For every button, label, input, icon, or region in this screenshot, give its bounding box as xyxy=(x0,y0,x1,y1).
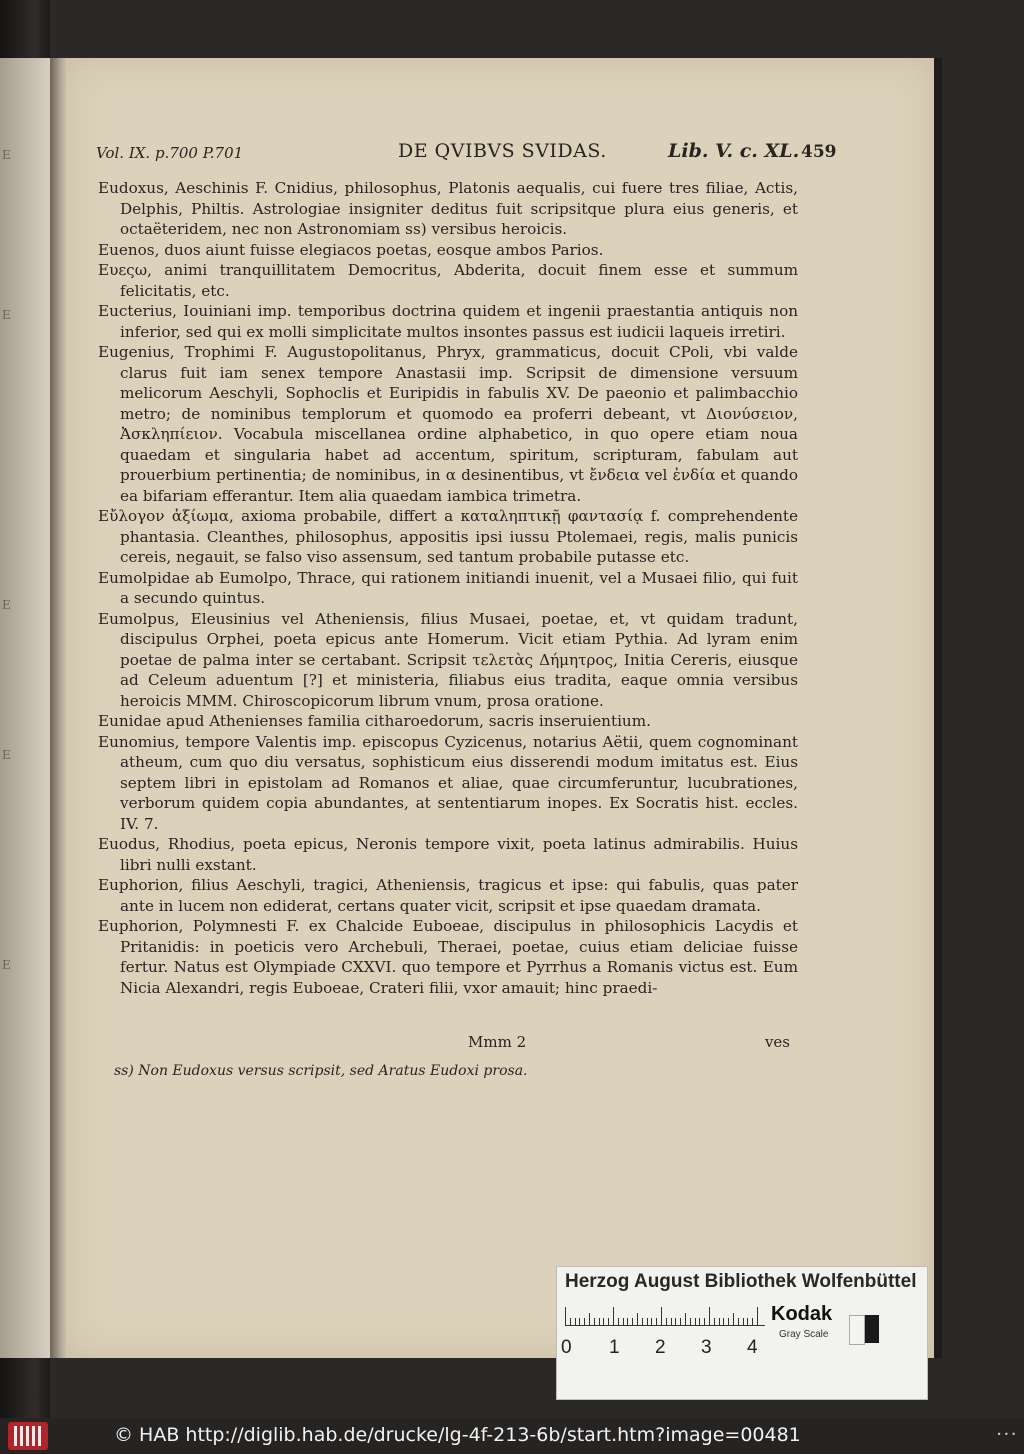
copyright-url[interactable]: © HAB http://diglib.hab.de/drucke/lg-4f-213-6b/start.htm?image=00481 xyxy=(114,1424,801,1446)
page-shadow xyxy=(934,58,942,1358)
gray-scale-label: Gray Scale xyxy=(779,1329,829,1340)
ruler-number: 4 xyxy=(747,1337,758,1358)
ruler-tick xyxy=(738,1318,739,1325)
ruler-tick xyxy=(752,1318,753,1325)
ruler-number: 1 xyxy=(609,1337,620,1358)
ruler-number: 0 xyxy=(561,1337,572,1358)
entry-paragraph: Euphorion, Polymnesti F. ex Chalcide Euboeae, discipulus in philosophicis Lacydis et Pritanidis: in poeticis vero Archebuli, Theraei, poetae, cuius etiam deliciae fuisse fertur. Natus est Olympiade CXXVI. quo tempore et Pyrrhus a Romanis victus est. Eum Nicia Alexandri, regis Euboeae, Crateri filii, vxor amauit; hinc praedi- xyxy=(98,917,798,997)
footnote: ss) Non Eudoxus versus scripsit, sed Aratus Eudoxi prosa. xyxy=(114,1063,528,1079)
catchword: ves xyxy=(764,1033,790,1051)
facing-page-mark: E xyxy=(2,148,11,162)
ruler-tick xyxy=(579,1318,580,1325)
facing-page-mark: E xyxy=(2,958,11,972)
kodak-brand: Kodak xyxy=(771,1303,833,1325)
volume-reference: Vol. IX. p.700 P.701 xyxy=(96,144,244,162)
black-swatch xyxy=(865,1315,879,1343)
white-swatch xyxy=(849,1315,865,1345)
book-page xyxy=(66,58,934,1358)
ruler-tick xyxy=(627,1318,628,1325)
facing-page-mark: E xyxy=(2,308,11,322)
ruler-tick xyxy=(757,1307,758,1325)
entry-paragraph: Euenos, duos aiunt fuisse elegiacos poetas, eosque ambos Parios. xyxy=(98,240,604,259)
ruler-tick xyxy=(733,1313,734,1325)
ruler-tick xyxy=(685,1313,686,1325)
entry-paragraph: Eunomius, tempore Valentis imp. episcopus Cyzicenus, notarius Aëtii, quem cognominant atheum, cum quo diu versatus, sophisticum eius disserendi modum imitatus est. Eius septem libri in epistolam ad Romanos et aliae, quae circumferuntur, lucubrationes, verborum quidem copia abundantes, at sententiarum inopes. Ex Socratis hist. eccles. IV. 7. xyxy=(98,732,798,833)
facing-page-edge xyxy=(0,58,50,1358)
hab-logo-icon xyxy=(8,1422,48,1450)
ruler-tick xyxy=(565,1307,566,1325)
running-title: DE QVIBVS SVIDAS. xyxy=(398,140,607,162)
library-name: Herzog August Bibliothek Wolfenbüttel xyxy=(565,1271,917,1292)
book-chapter-reference: Lib. V. c. XL. xyxy=(668,140,800,162)
ruler-tick xyxy=(719,1318,720,1325)
ruler-tick xyxy=(709,1307,710,1325)
ruler-tick xyxy=(603,1318,604,1325)
ruler-tick xyxy=(613,1307,614,1325)
ruler-tick xyxy=(671,1318,672,1325)
entry-paragraph: Eugenius, Trophimi F. Augustopolitanus, Phryx, grammaticus, docuit CPoli, vbi valde clarus fuit iam senex tempore Anastasii imp. Scripsit de dimensione versuum melicorum Aeschyli, Sophoclis et Euripidis in fabulis XV. De paeonio et palimbacchio metro; de nominibus templorum et quomodo ea proferri debeant, vt Διονύσειον, Ἀσκληπίειον. Vocabula miscellanea ordine alphabetico, in quo opere etiam noua quaedam et singularia habet ad accentum, spiritum, scripturam, fabulam aut prouerbium pertinentia; de nominibus, in α desinentibus, vt ἔνδεια vel ἐνδία et quando ea bifariam efferantur. Item alia quaedam iambica trimetra. xyxy=(98,343,798,505)
entry-paragraph: Εὔλογον ἀξίωμα, axioma probabile, differt a καταληπτικῇ φαντασίᾳ f. comprehendente phantasia. Cleanthes, philosophus, appositis ipsi iussu Ptolemaei, regis, malis punicis cereis, negauit, se falso viso assensum, sed tantum probabile putasse etc. xyxy=(98,507,798,566)
facing-page-mark: E xyxy=(2,748,11,762)
ruler-number: 2 xyxy=(655,1337,666,1358)
ruler-tick xyxy=(637,1313,638,1325)
ruler-tick xyxy=(575,1318,576,1325)
ruler-tick xyxy=(699,1318,700,1325)
entry-paragraph: Ευεςω, animi tranquillitatem Democritus, Abderita, docuit finem esse et summum felicitatis, etc. xyxy=(98,261,798,300)
ruler-tick xyxy=(661,1307,662,1325)
ruler-tick xyxy=(656,1318,657,1325)
ruler-tick xyxy=(743,1318,744,1325)
page-number: 459 xyxy=(801,142,837,162)
footer-bar xyxy=(0,1418,1024,1454)
ruler-tick xyxy=(570,1318,571,1325)
footer-ornament: • • • xyxy=(996,1430,1016,1439)
ruler-tick xyxy=(599,1318,600,1325)
signature-mark: Mmm 2 xyxy=(468,1033,527,1051)
ruler-tick xyxy=(608,1318,609,1325)
entry-paragraph: Eumolpus, Eleusinius vel Atheniensis, filius Musaei, poetae, et, vt quidam tradunt, discipulus Orphei, poeta epicus ante Homerum. Vicit etiam Pythia. Ad lyram enim poetae de palma inter se certabant. Scripsit τελετὰς Δήμητρος, Initia Cereris, eiusque ad Celeum aduentum [?] et ministeria, filiabus eius tradita, eaque omnia versibus heroicis MMM. Chiroscopicorum librum vnum, prosa oratione. xyxy=(98,609,798,710)
ruler-number: 3 xyxy=(701,1337,712,1358)
entry-paragraph: Euphorion, filius Aeschyli, tragici, Atheniensis, tragicus et ipse: qui fabulis, quas pater ante in lucem non ediderat, certans quater vicit, scripsit et ipse quaedam dramata. xyxy=(98,876,798,915)
catchline xyxy=(98,1033,798,1053)
ruler-tick xyxy=(704,1318,705,1325)
page-body xyxy=(98,178,798,998)
ruler-tick xyxy=(714,1318,715,1325)
entry-paragraph: Eumolpidae ab Eumolpo, Thrace, qui rationem initiandi inuenit, vel a Musaei filio, qui fuit a secundo quintus. xyxy=(98,568,798,607)
ruler-tick xyxy=(723,1318,724,1325)
ruler-tick xyxy=(666,1318,667,1325)
ruler-tick xyxy=(618,1318,619,1325)
entry-paragraph: Euodus, Rhodius, poeta epicus, Neronis tempore vixit, poeta latinus admirabilis. Huius libri nulli exstant. xyxy=(98,835,798,874)
ruler-tick xyxy=(651,1318,652,1325)
scale-ruler xyxy=(565,1305,765,1326)
ruler-tick xyxy=(584,1318,585,1325)
library-color-card xyxy=(556,1266,928,1400)
ruler-tick xyxy=(675,1318,676,1325)
ruler-tick xyxy=(642,1318,643,1325)
ruler-tick xyxy=(695,1318,696,1325)
ruler-tick xyxy=(690,1318,691,1325)
entry-paragraph: Eudoxus, Aeschinis F. Cnidius, philosophus, Platonis aequalis, cui fuere tres filiae, Actis, Delphis, Philtis. Astrologiae insigniter deditus fuit scripsitque plura eius generis, et octaëteridem, nec non Astronomiam ss) versibus heroicis. xyxy=(98,179,798,238)
ruler-tick xyxy=(647,1318,648,1325)
ruler-tick xyxy=(728,1318,729,1325)
running-header xyxy=(96,138,837,168)
ruler-tick xyxy=(680,1318,681,1325)
ruler-tick xyxy=(632,1318,633,1325)
ruler-tick xyxy=(623,1318,624,1325)
ruler-tick xyxy=(589,1313,590,1325)
ruler-tick xyxy=(594,1318,595,1325)
entry-paragraph: Eucterius, Iouiniani imp. temporibus doctrina quidem et ingenii praestantia antiquis non inferior, sed qui ex molli simplicitate multos insontes passus est iudicii laqueis irretiri. xyxy=(98,302,798,341)
ruler-tick xyxy=(747,1318,748,1325)
facing-page-mark: E xyxy=(2,598,11,612)
entry-paragraph: Eunidae apud Athenienses familia citharoedorum, sacris inseruientium. xyxy=(98,712,651,730)
